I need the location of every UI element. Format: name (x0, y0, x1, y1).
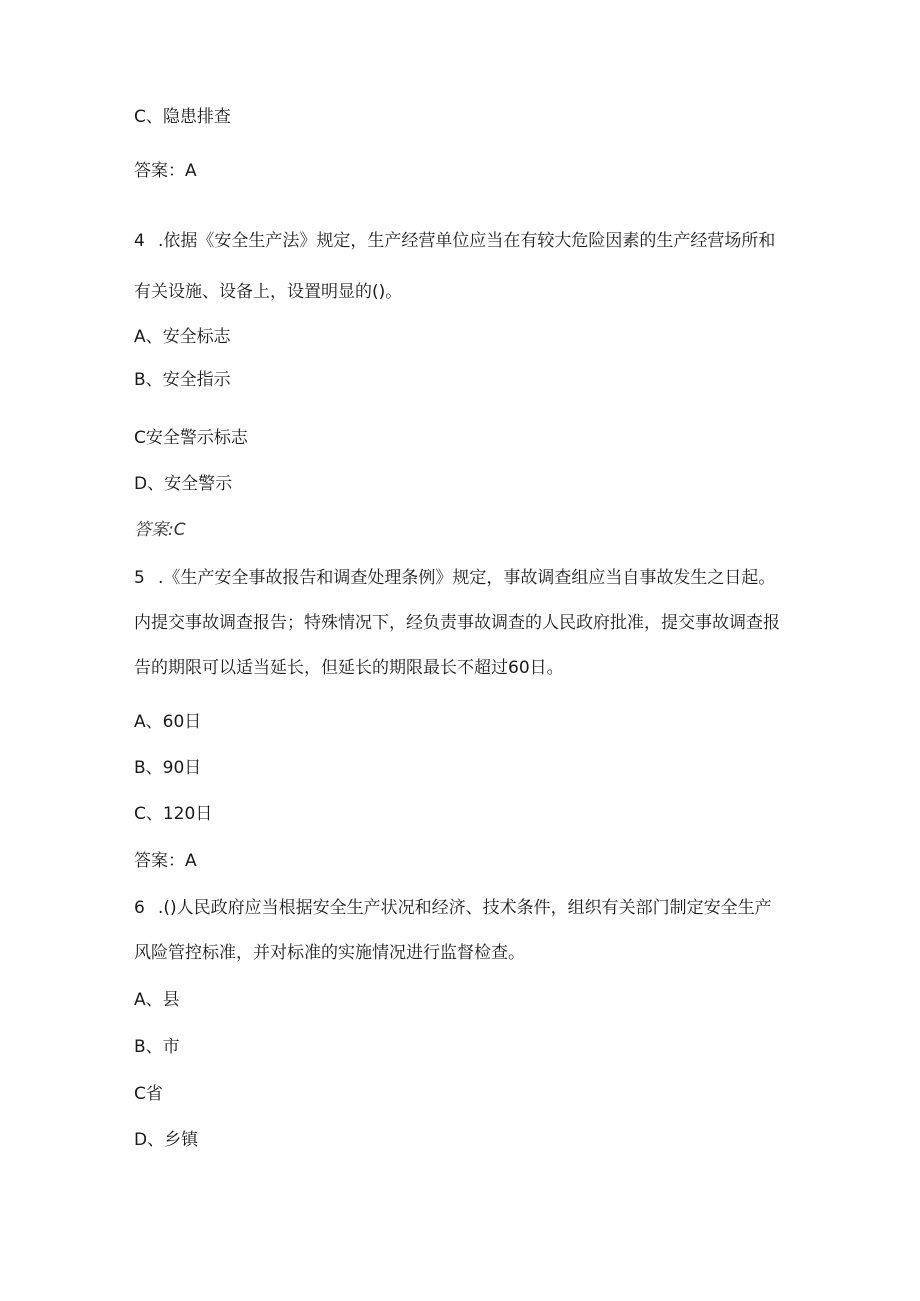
q5-option-b: B、90日 (134, 758, 202, 778)
q6-option-b: B、市 (134, 1037, 180, 1057)
q4-option-b: B、安全指示 (134, 370, 231, 390)
q5-stem-line-1 (134, 567, 775, 589)
q6-stem-line-1 (134, 897, 772, 919)
q4-stem-line-2: 有关设施、设备上，设置明显的()。 (134, 282, 403, 302)
q6-stem-line-2: 风险管控标准，并对标准的实施情况进行监督检查。 (134, 943, 525, 963)
q6-option-d: D、乡镇 (134, 1130, 199, 1150)
q4-option-a: A、安全标志 (134, 327, 231, 347)
q5-stem-line-2: 内提交事故调查报告；特殊情况下，经负责事故调查的人民政府批准，提交事故调查报 (134, 613, 780, 633)
q4-answer: 答案:C (134, 520, 186, 540)
q3-answer: 答案：A (134, 161, 197, 181)
q5-option-c: C、120日 (134, 804, 213, 824)
q6-option-c: C省 (134, 1084, 163, 1104)
q3-option-c: C、隐患排查 (134, 107, 231, 127)
q5-option-a: A、60日 (134, 712, 202, 732)
q5-stem-text-1: .《生产安全事故报告和调查处理条例》规定，事故调查组应当自事故发生之日起。 (158, 568, 776, 588)
q5-number: 5 (134, 568, 145, 588)
q4-stem-line-1 (134, 230, 775, 252)
q4-stem-text-1: .依据《安全生产法》规定，生产经营单位应当在有较大危险因素的生产经营场所和 (158, 231, 776, 251)
q4-option-d: D、安全警示 (134, 474, 233, 494)
q5-answer: 答案：A (134, 851, 197, 871)
q5-stem-line-3: 告的期限可以适当延长，但延长的期限最长不超过60日。 (134, 658, 564, 678)
q6-option-a: A、县 (134, 990, 180, 1010)
q6-stem-text-1: .()人民政府应当根据安全生产状况和经济、技术条件，组织有关部门制定安全生产 (158, 898, 772, 918)
q6-number: 6 (134, 898, 145, 918)
q4-number: 4 (134, 231, 145, 251)
q4-option-c: C安全警示标志 (134, 428, 248, 448)
